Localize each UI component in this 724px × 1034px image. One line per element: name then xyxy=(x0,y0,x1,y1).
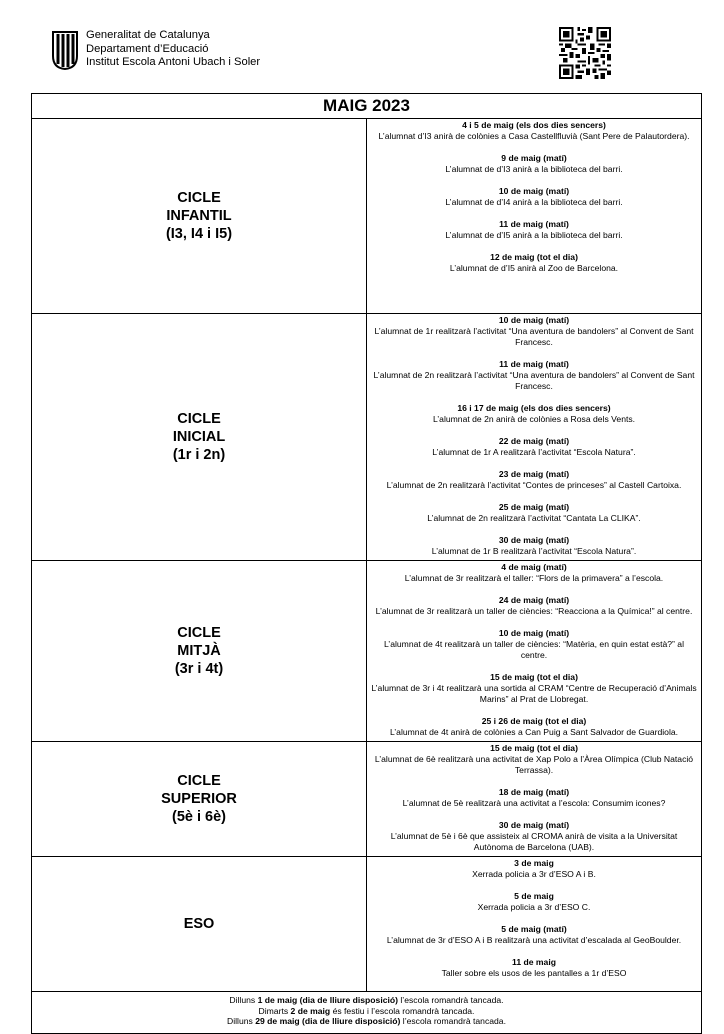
closure-note xyxy=(36,1016,697,1027)
event-text: L’alumnat de 1r realitzarà l’activitat “Una aventura de bandolers” al Convent de Sant Francesc. xyxy=(374,326,694,347)
event-text: Taller sobre els usos de les pantalles a 1r d’ESO xyxy=(441,968,627,978)
event-item xyxy=(371,120,697,142)
footer-row xyxy=(32,992,702,1034)
event-date: 15 de maig (tot el dia) xyxy=(490,743,578,753)
event-item xyxy=(371,359,697,392)
event-item xyxy=(371,436,697,458)
institution-name xyxy=(86,29,260,70)
cycle-label-line: ESO xyxy=(183,916,215,932)
event-text: L’alumnat de d’I5 anirà al Zoo de Barcelona. xyxy=(449,263,619,273)
event-date: 24 de maig (matí) xyxy=(498,595,570,605)
event-text: L’alumnat de 5è i 6è que assisteix al CROMA anirà de visita a la Universitat Autònoma de Barcelona (UAB). xyxy=(390,831,678,852)
event-item xyxy=(371,820,697,853)
event-date: 30 de maig (matí) xyxy=(498,820,570,830)
cycle-label-line: CICLE xyxy=(177,411,221,427)
cycle-label xyxy=(32,561,367,742)
event-text: L’alumnat de 5è realitzarà una activitat a l’escola: Consumim icones? xyxy=(402,798,666,808)
event-text: L’alumnat de 3r realitzarà un taller de ciències: “Reacciona a la Química!” al centre. xyxy=(375,606,693,616)
note-date: 1 de maig (dia de lliure disposició) xyxy=(257,995,398,1005)
note-prefix: Dilluns xyxy=(229,995,258,1005)
event-text: L’alumnat de d’I5 anirà a la biblioteca del barri. xyxy=(445,230,623,240)
cycle-label xyxy=(32,857,367,992)
event-text: L’alumnat de 2n realitzarà l’activitat “Contes de princeses” al Castell Cartoixa. xyxy=(386,480,682,490)
note-suffix: l’escola romandrà tancada. xyxy=(400,1016,506,1026)
events-cell xyxy=(367,561,702,742)
event-item xyxy=(371,858,697,880)
event-date: 3 de maig xyxy=(514,858,554,868)
section-row xyxy=(32,314,702,561)
section-row xyxy=(32,742,702,857)
cycle-label-line: CICLE xyxy=(177,773,221,789)
events-cell xyxy=(367,119,702,314)
event-text: L’alumnat de d’I3 anirà a la biblioteca del barri. xyxy=(445,164,623,174)
cycle-label-line: CICLE xyxy=(177,625,221,641)
section-row xyxy=(32,119,702,314)
section-row xyxy=(32,561,702,742)
note-suffix: l’escola romandrà tancada. xyxy=(398,995,504,1005)
event-item xyxy=(371,672,697,705)
cycle-label-line: INFANTIL xyxy=(166,208,232,224)
note-date: 2 de maig xyxy=(290,1005,331,1016)
qr-code-icon xyxy=(559,27,611,79)
event-date: 11 de maig (matí) xyxy=(499,219,569,229)
event-date: 25 de maig (matí) xyxy=(498,502,570,512)
event-text: L’alumnat de 4t realitzarà un taller de ciències: “Matèria, en quin estat està?” al centre. xyxy=(384,639,684,660)
event-date: 15 de maig (tot el dia) xyxy=(490,672,578,682)
note-prefix: Dilluns xyxy=(227,1016,256,1026)
closure-note xyxy=(36,1006,697,1017)
event-text: L’alumnat de 3r realitzarà el taller: “Flors de la primavera” a l’escola. xyxy=(404,573,664,583)
cycle-label xyxy=(32,314,367,561)
cycle-label-line: (5è i 6è) xyxy=(172,809,226,825)
event-text: L’alumnat de 2n anirà de colònies a Rosa dels Vents. xyxy=(432,414,636,424)
page-title: MAIG 2023 xyxy=(32,94,702,119)
event-date: 11 de maig xyxy=(512,957,556,967)
cycle-label-line: CICLE xyxy=(177,190,221,206)
institution-line: Generalitat de Catalunya xyxy=(86,29,210,41)
event-item xyxy=(371,716,697,738)
event-item xyxy=(371,628,697,661)
event-date: 4 de maig (matí) xyxy=(501,562,567,572)
event-item xyxy=(371,891,697,913)
event-item xyxy=(371,787,697,809)
event-item xyxy=(371,403,697,425)
event-date: 10 de maig (matí) xyxy=(498,628,570,638)
event-text: Xerrada policia a 3r d’ESO A i B. xyxy=(472,869,596,879)
event-item xyxy=(371,186,697,208)
event-text: Xerrada policia a 3r d’ESO C. xyxy=(477,902,591,912)
event-item xyxy=(371,469,697,491)
cycle-label xyxy=(32,119,367,314)
event-date: 5 de maig xyxy=(514,891,554,901)
cycle-label xyxy=(32,742,367,857)
event-date: 12 de maig (tot el dia) xyxy=(490,252,578,262)
event-item xyxy=(371,219,697,241)
events-cell xyxy=(367,742,702,857)
event-date: 30 de maig (matí) xyxy=(498,535,570,545)
closure-notes xyxy=(32,992,702,1034)
note-suffix: és festiu i l’escola romandrà tancada. xyxy=(330,1005,475,1016)
event-text: L’alumnat de 1r A realitzarà l’activitat “Escola Natura”. xyxy=(432,447,636,457)
event-date: 22 de maig (matí) xyxy=(498,436,570,446)
calendar-table xyxy=(31,93,702,1034)
event-item xyxy=(371,595,697,617)
event-date: 18 de maig (matí) xyxy=(498,787,570,797)
note-date: 29 de maig (dia de lliure disposició) xyxy=(255,1016,401,1026)
event-text: L’alumnat de 3r i 4t realitzarà una sortida al CRAM “Centre de Recuperació d’Animals Marins” al Prat de Llobregat. xyxy=(371,683,697,704)
event-text: L’alumnat de d’I4 anirà a la biblioteca del barri. xyxy=(445,197,623,207)
event-date: 9 de maig (matí) xyxy=(501,153,567,163)
event-text: L’alumnat d’I3 anirà de colònies a Casa Castellfluvià (Sant Pere de Palautordera). xyxy=(378,131,690,141)
event-item xyxy=(371,924,697,946)
event-item xyxy=(371,252,697,274)
section-row xyxy=(32,857,702,992)
event-date: 23 de maig (matí) xyxy=(498,469,570,479)
event-date: 25 i 26 de maig (tot el dia) xyxy=(481,716,587,726)
event-date: 4 i 5 de maig (els dos dies sencers) xyxy=(462,120,606,130)
closure-note xyxy=(36,995,697,1006)
event-item xyxy=(371,743,697,776)
generalitat-logo-icon xyxy=(50,30,80,70)
event-item xyxy=(371,502,697,524)
cycle-label-line: MITJÀ xyxy=(177,643,221,659)
institution-line: Institut Escola Antoni Ubach i Soler xyxy=(86,56,261,68)
event-text: L’alumnat de 2n realitzarà l’activitat “Una aventura de bandolers” al Convent de Sant Francesc. xyxy=(373,370,695,391)
event-date: 11 de maig (matí) xyxy=(499,359,569,369)
event-text: L’alumnat de 3r d’ESO A i B realitzarà una activitat d’escalada al GeoBoulder. xyxy=(386,935,682,945)
cycle-label-line: (I3, I4 i I5) xyxy=(165,226,233,242)
event-item xyxy=(371,153,697,175)
note-prefix: Dimarts xyxy=(258,1005,291,1016)
event-text: L’alumnat de 4t anirà de colònies a Can Puig a Sant Salvador de Guardiola. xyxy=(389,727,679,737)
event-date: 16 i 17 de maig (els dos dies sencers) xyxy=(457,403,611,413)
cycle-label-line: INICIAL xyxy=(172,429,226,445)
title-row xyxy=(32,94,702,119)
event-date: 10 de maig (matí) xyxy=(498,186,570,196)
events-cell xyxy=(367,857,702,992)
event-date: 10 de maig (matí) xyxy=(498,315,570,325)
event-text: L’alumnat de 1r B realitzarà l’activitat “Escola Natura”. xyxy=(431,546,637,556)
cycle-label-line: (3r i 4t) xyxy=(174,661,224,677)
institution-line: Departament d’Educació xyxy=(86,42,209,55)
cycle-label-line: SUPERIOR xyxy=(161,791,237,807)
event-text: L’alumnat de 6è realitzarà una activitat de Xap Polo a l’Àrea Olímpica (Club Natació Terrassa). xyxy=(374,754,694,775)
event-item xyxy=(371,957,697,979)
event-item xyxy=(371,562,697,584)
events-cell xyxy=(367,314,702,561)
event-text: L’alumnat de 2n realitzarà l’activitat “Cantata La CLIKA”. xyxy=(427,513,641,523)
event-item xyxy=(371,535,697,557)
event-date: 5 de maig (matí) xyxy=(501,924,567,934)
cycle-label-line: (1r i 2n) xyxy=(172,447,226,463)
event-item xyxy=(371,315,697,348)
